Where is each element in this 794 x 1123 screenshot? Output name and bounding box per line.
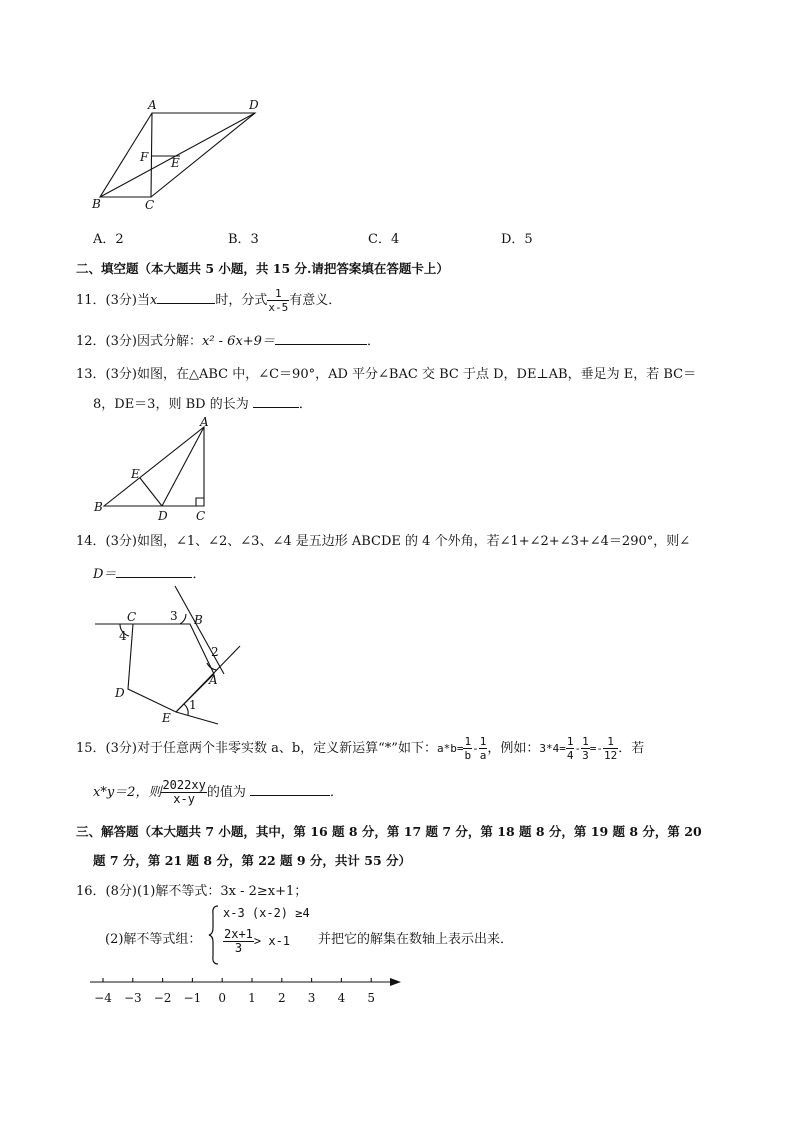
system-brace <box>208 904 220 966</box>
question-16-part1: 16．(8分)(1)解不等式：3x - 2≥x+1； <box>76 884 308 899</box>
label-C: C <box>127 610 137 624</box>
label-A: A <box>209 673 218 687</box>
label-D: D <box>115 686 125 700</box>
label-E: E <box>162 711 171 725</box>
tick-label: −3 <box>123 991 142 1005</box>
tick-label: −2 <box>153 991 172 1005</box>
question-13-line2: 8，DE＝3，则 BD 的长为 ． <box>93 397 312 412</box>
label-3: 3 <box>170 609 178 623</box>
question-14-line1: 14．(3分)如图，∠1、∠2、∠3、∠4 是五边形 ABCDE 的 4 个外角，若∠1+∠2+∠3+∠4＝290°，则∠ <box>76 534 691 549</box>
tick-label: 4 <box>337 991 346 1005</box>
question-16-part2-tail: 并把它的解集在数轴上表示出来． <box>318 932 514 947</box>
label-C: C <box>196 509 206 523</box>
number-line <box>88 970 408 1012</box>
section-3-title-line1: 三、解答题（本大题共 7 小题，其中，第 16 题 8 分，第 17 题 7 分，第 18 题 8 分，第 19 题 8 分，第 20 <box>76 824 702 839</box>
question-15-line2: x*y＝2，则 $\frac{2022xy}{x-y}$ 的值为 ． <box>93 778 343 806</box>
question-15-line1: 15．(3分)对于任意两个非零实数 a、b，定义新运算“*”如下：a*b= $\frac{1}{b}$ - $\frac{1}{a}$ ，例如：3*4= $\frac{1}{4}$ - $\frac{1}{3}$ =- $\frac{1}{12}$ ．若 <box>76 735 645 762</box>
label-B: B <box>94 500 103 514</box>
option-a: A．2 <box>93 232 124 247</box>
label-A: A <box>200 415 209 429</box>
label-4: 4 <box>119 629 127 643</box>
label-B: B <box>92 197 101 211</box>
label-E: E <box>131 467 140 481</box>
section-3-title-line2: 题 7 分，第 21 题 8 分，第 22 题 9 分，共计 55 分） <box>93 853 411 868</box>
tick-label: 3 <box>307 991 316 1005</box>
question-12: 12．(3分)因式分解：x² - 6x+9＝ ． <box>76 334 380 349</box>
figure-triangle <box>90 415 220 523</box>
option-c: C．4 <box>368 232 400 247</box>
figure-pentagon <box>90 582 250 730</box>
tick-label: 5 <box>367 991 376 1005</box>
label-2: 2 <box>211 645 219 659</box>
figure-parallelogram <box>85 95 275 215</box>
inequality-1: x-3 (x-2) ≥4 <box>223 906 310 920</box>
label-D: D <box>249 98 259 112</box>
question-14-line2: D＝ ． <box>93 567 206 582</box>
tick-label: −4 <box>94 991 112 1005</box>
tick-label: 2 <box>277 991 286 1005</box>
section-2-title: 二、填空题（本大题共 5 小题，共 15 分.请把答案填在答题卡上） <box>76 261 449 276</box>
tick-label: 1 <box>248 991 256 1005</box>
label-E: E <box>171 156 180 170</box>
tick-label: −1 <box>183 991 202 1005</box>
label-C: C <box>145 198 155 212</box>
question-13-line1: 13．(3分)如图，在△ABC 中，∠C＝90°，AD 平分∠BAC 交 BC 于点 D，DE⊥AB，垂足为 E，若 BC＝ <box>76 367 697 382</box>
option-d: D．5 <box>501 232 533 247</box>
label-B: B <box>194 613 203 627</box>
label-A: A <box>148 98 157 112</box>
label-D: D <box>158 509 168 523</box>
tick-label: 0 <box>218 991 227 1005</box>
inequality-2: $\frac{2x+1}{3}$ > x-1 <box>224 927 291 955</box>
question-16-part2-label: (2)解不等式组： <box>105 932 202 947</box>
label-1: 1 <box>189 698 197 712</box>
option-b: B．3 <box>228 232 259 247</box>
question-11: 11．(3分)当x 时，分式 $\frac{1}{x-5}$ 有意义． <box>76 287 342 314</box>
label-F: F <box>140 150 149 164</box>
